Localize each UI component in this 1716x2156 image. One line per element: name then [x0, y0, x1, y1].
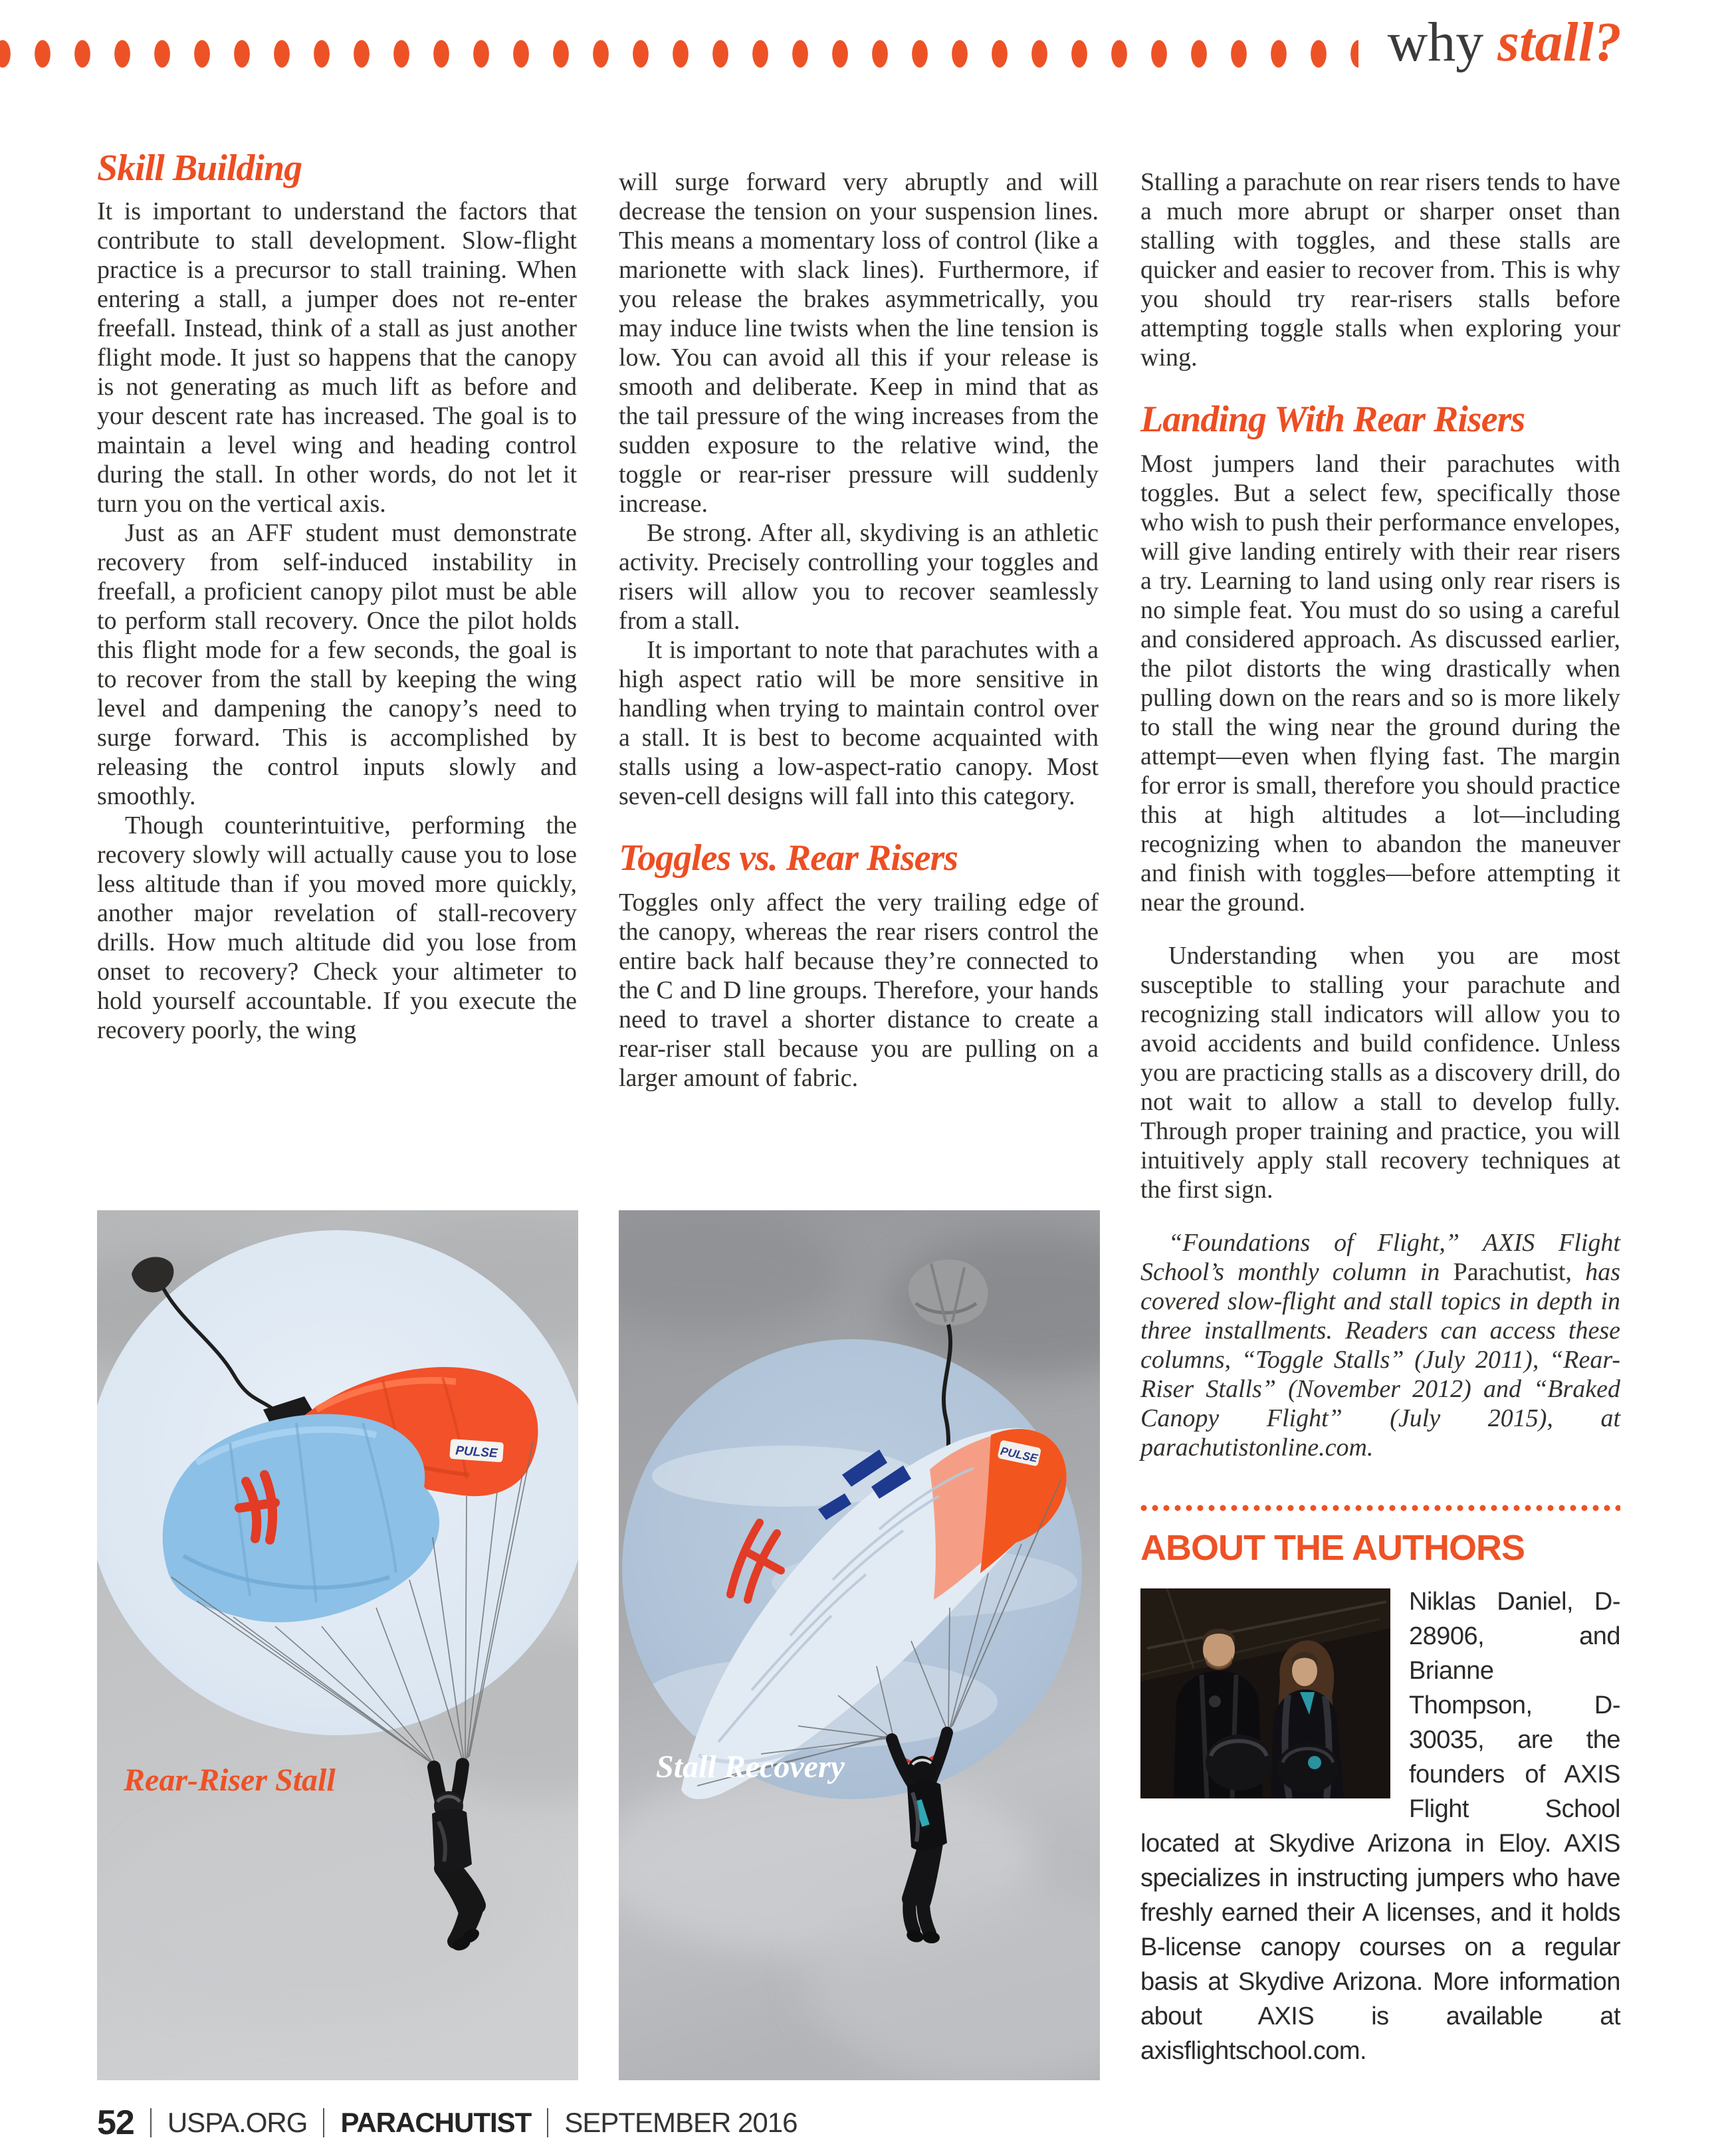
- page-footer: [97, 2105, 798, 2140]
- stall-recovery-illustration: [619, 1210, 1100, 2080]
- note-part1: “Foundations of Flight,” AXIS Flight School’s monthly column in: [1140, 1229, 1620, 1286]
- photo-caption-rear-riser-stall: Rear-Riser Stall: [124, 1763, 336, 1798]
- about-authors-title: ABOUT THE AUTHORS: [1140, 1528, 1525, 1568]
- paragraph: It is important to understand the factors that contribute to stall development. Slow-flight practice is a precursor to stall training. When entering a stall, a jumper does not re-enter freefall. Instead, think of a stall as just another flight mode. It just so happens that the canopy is not generating as much lift as before and your descent rate has increased. The goal is to maintain a level wing and heading control during the stall. In other words, do not let it turn you on the vertical axis.: [97, 197, 577, 518]
- authors-photo: [1140, 1588, 1390, 1798]
- column-1: [97, 148, 577, 1045]
- note-magazine-name: Parachutist,: [1453, 1258, 1572, 1286]
- canopy-brand-text: PULSE: [455, 1444, 498, 1461]
- paragraph: Though counterintuitive, performing the recovery slowly will actually cause you to lose less altitude than if you moved more quickly, another major revelation of stall-recovery drills. How much altitude did you lose from onset to recovery? Check your altimeter to hold yourself accountable. If you execute the recovery poorly, the wing: [97, 811, 577, 1044]
- column-2: [619, 167, 1099, 1093]
- paragraph: Understanding when you are most susceptible to stalling your parachute and recognizing stall indicators will allow you to avoid accidents and build confidence. Unless you are practicing stalls as a discovery drill, do not wait to allow a stall to develop fully. Through proper training and practice, you will intuitively apply stall recovery techniques at the first sign.: [1140, 942, 1620, 1204]
- about-authors-text: Niklas Daniel, D-28906, and Brianne Thompson, D-30035, are the founders of AXIS Flight School located at Skydive Arizona in Eloy. AXIS specializes in instructing jumpers who have freshly earned their A licenses, and it holds B-license canopy courses on a regular basis at Skydive Arizona. More information about AXIS is available at axisflightschool.com.: [1140, 1588, 1620, 2065]
- section-heading-landing-with-rear-risers: Landing With Rear Risers: [1140, 399, 1525, 440]
- photo-stall-recovery: [619, 1210, 1100, 2080]
- paragraph: Most jumpers land their parachutes with toggles. But a select few, specifically those who wish to push their performance envelopes, will give landing entirely with their rear risers a try. Learning to land using only rear risers is no simple feat. You must do so using a careful and considered approach. As discussed earlier, the pilot distorts the wing drastically when pulling down on the rears and so is more likely to stall the wing near the ground during the attempt—even when flying fast. The margin for error is small, therefore you should practice this at high altitudes a lot—including recognizing when to abandon the maneuver and finish with toggles—before attempting it near the ground.: [1140, 450, 1620, 916]
- canopy-brand-text: PULSE: [999, 1444, 1039, 1465]
- page-title-stall: stall?: [1497, 11, 1622, 73]
- paragraph: Be strong. After all, skydiving is an athletic activity. Precisely controlling your toggles and risers will allow you to recover seamlessly from a stall.: [619, 519, 1099, 635]
- page-title: [1388, 11, 1622, 74]
- paragraph: will surge forward very abruptly and will decrease the tension on your suspension lines. This means a momentary loss of control (like a marionette with slack lines). Furthermore, if you release the brakes asymmetrically, you may induce line twists when the line tension is low. You can avoid all this if your release is smooth and deliberate. Keep in mind that as the tail pressure of the wing increases from the sudden exposure to the relative wind, the toggle or rear-riser pressure will suddenly increase.: [619, 168, 1099, 518]
- paragraph: Toggles only affect the very trailing edge of the canopy, whereas the rear risers control the entire back half because they’re connected to the C and D line groups. Therefore, your hands need to travel a shorter distance to create a rear-riser stall because you are pulling on a larger amount of fabric.: [619, 889, 1099, 1092]
- about-authors-dotted-divider: [1140, 1505, 1620, 1511]
- note-part2: has covered slow-flight and stall topics in depth in three installments. Readers can access these columns, “Toggle Stalls” (July 2011), “Rear-Riser Stalls” (November 2012) and “Braked Canopy Flight” (July 2015), at parachutistonline.com.: [1140, 1258, 1620, 1461]
- photo-rear-riser-stall: [97, 1210, 578, 2080]
- footer-magazine-name: PARACHUTIST: [340, 2107, 532, 2138]
- rear-riser-stall-illustration: [97, 1210, 578, 2080]
- paragraph: Stalling a parachute on rear risers tends to have a much more abrupt or sharper onset than stalling with toggles, and these stalls are quicker and easier to recover from. This is why you should try rear-risers stalls before attempting toggle stalls when exploring your wing.: [1140, 168, 1620, 372]
- footer-divider: [547, 2108, 548, 2137]
- page-title-why: why: [1387, 11, 1498, 73]
- header-dots-decoration: [0, 40, 1358, 68]
- section-heading-toggles-vs-rear-risers: Toggles vs. Rear Risers: [619, 837, 958, 879]
- footer-issue-date: SEPTEMBER 2016: [564, 2107, 798, 2138]
- photo-caption-stall-recovery: Stall Recovery: [656, 1749, 845, 1784]
- page-number: 52: [97, 2103, 134, 2142]
- section-heading-skill-building: Skill Building: [97, 148, 302, 189]
- canopy-brand-label: [449, 1439, 504, 1463]
- column-3: [1140, 167, 1620, 2068]
- editorial-note: [1140, 1228, 1620, 1462]
- footer-website: USPA.ORG: [167, 2107, 308, 2138]
- paragraph: It is important to note that parachutes with a high aspect ratio will be more sensitive in handling when trying to maintain control over a stall. It is best to become acquainted with stalls using a low-aspect-ratio canopy. Most seven-cell designs will fall into this category.: [619, 636, 1099, 810]
- footer-divider: [323, 2108, 324, 2137]
- paragraph: Just as an AFF student must demonstrate recovery from self-induced instability in freefall, a proficient canopy pilot must be able to perform stall recovery. Once the pilot holds this flight mode for a few seconds, the goal is to recover from the stall by keeping the wing level and dampening the canopy’s need to surge forward. This is accomplished by releasing the control inputs slowly and smoothly.: [97, 519, 577, 810]
- authors-photo-illustration: [1140, 1588, 1390, 1798]
- about-authors-body: [1140, 1584, 1620, 2068]
- footer-divider: [150, 2108, 152, 2137]
